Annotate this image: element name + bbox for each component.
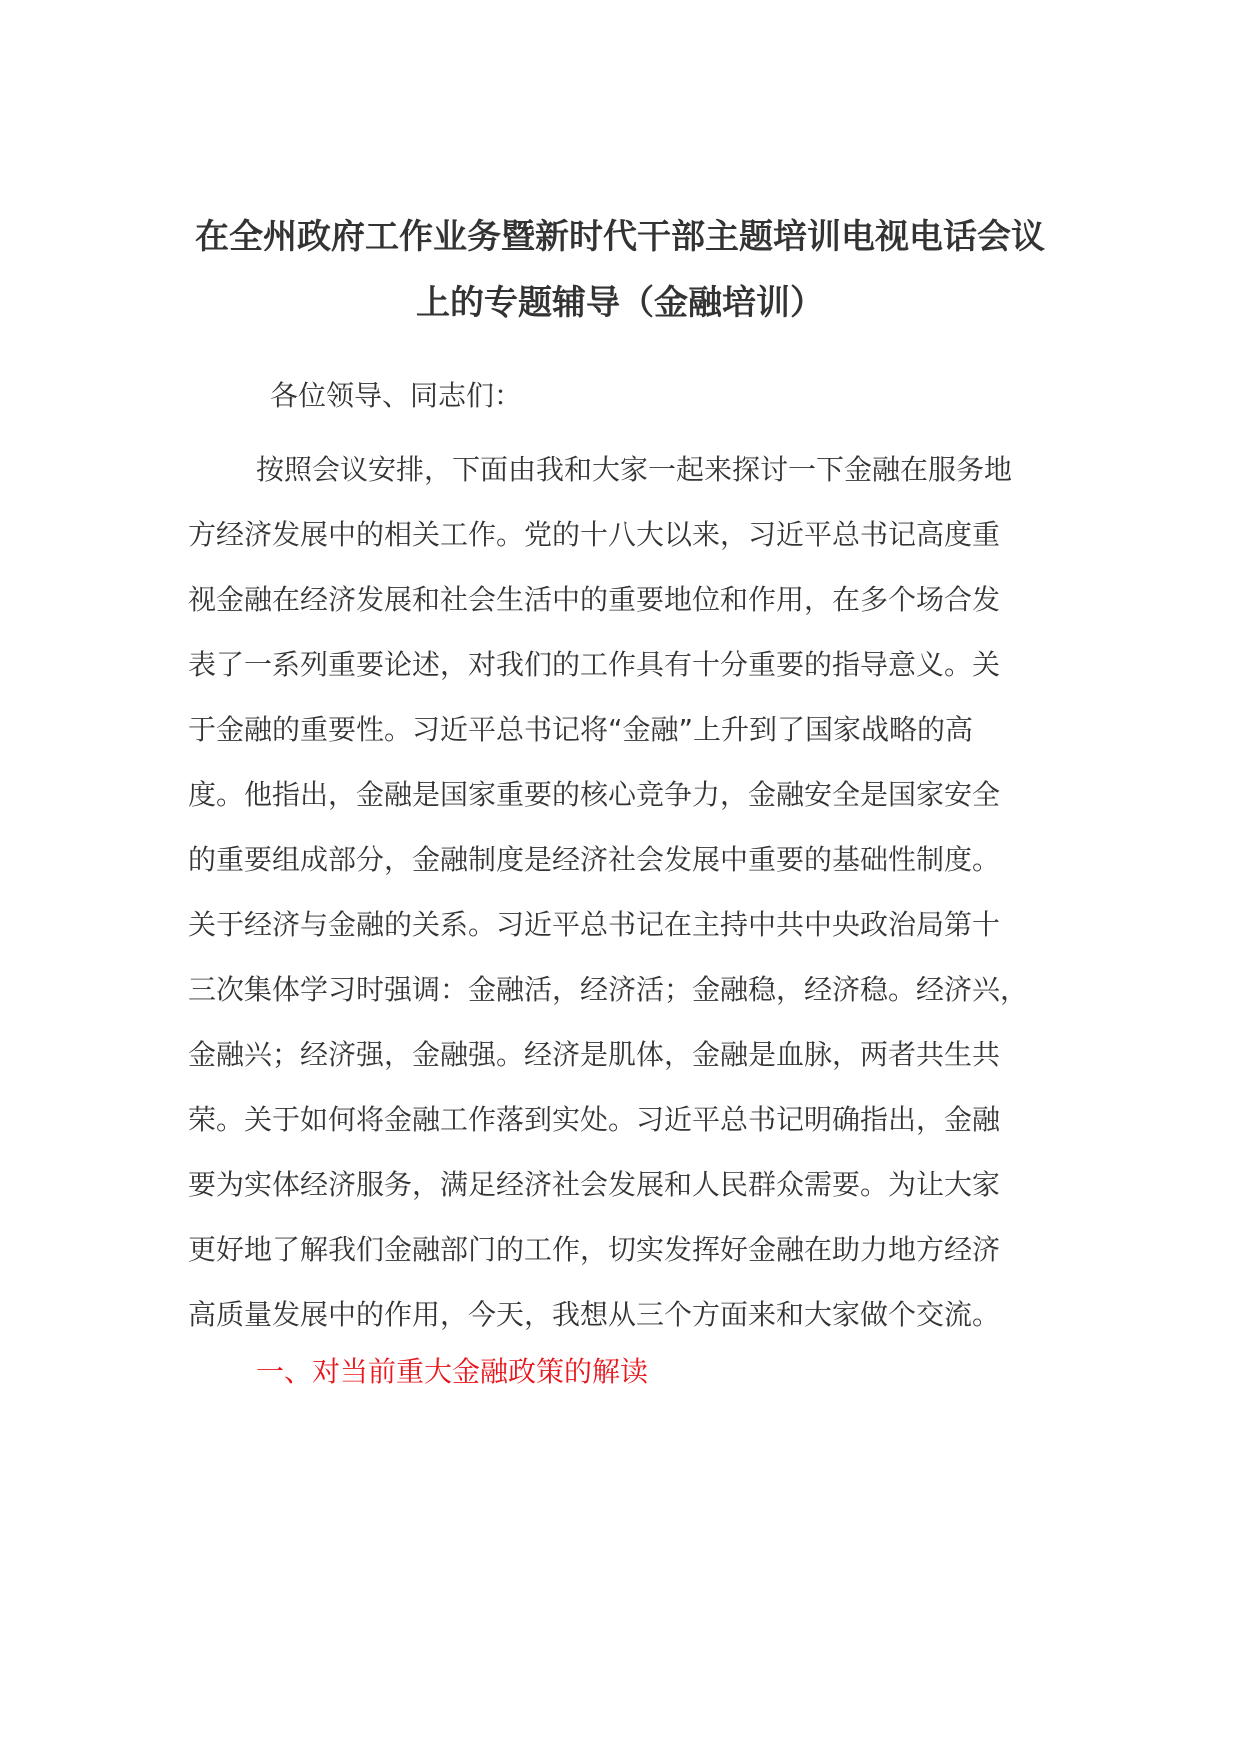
paragraph-line: 视金融在经济发展和社会生活中的重要地位和作用，在多个场合发: [188, 583, 1001, 616]
paragraph-line: 方经济发展中的相关工作。党的十八大以来，习近平总书记高度重: [188, 518, 1001, 551]
title-line-1: 在全州政府工作业务暨新时代干部主题培训电视电话会议: [195, 217, 1045, 257]
paragraph-line: 荣。关于如何将金融工作落到实处。习近平总书记明确指出，金融: [188, 1103, 1001, 1136]
paragraph-line: 按照会议安排，下面由我和大家一起来探讨一下金融在服务地: [256, 453, 1013, 486]
paragraph-line: 关于经济与金融的关系。习近平总书记在主持中共中央政治局第十: [188, 908, 1001, 941]
section-heading: 一、对当前重大金融政策的解读: [256, 1355, 649, 1388]
title-line-2: 上的专题辅导（金融培训）: [416, 283, 824, 323]
paragraph-line: 表了一系列重要论述，对我们的工作具有十分重要的指导意义。关: [188, 648, 1001, 681]
paragraph-line: 度。他指出，金融是国家重要的核心竞争力，金融安全是国家安全: [188, 778, 1001, 811]
paragraph-line: 更好地了解我们金融部门的工作，切实发挥好金融在助力地方经济: [188, 1233, 1001, 1266]
paragraph-line: 三次集体学习时强调：金融活，经济活；金融稳，经济稳。经济兴，: [188, 973, 1029, 1006]
paragraph-line: 要为实体经济服务，满足经济社会发展和人民群众需要。为让大家: [188, 1168, 1001, 1201]
paragraph-line: 于金融的重要性。习近平总书记将“金融”上升到了国家战略的高: [188, 713, 974, 746]
body-paragraph: [188, 437, 1068, 1347]
paragraph-line: 高质量发展中的作用，今天，我想从三个方面来和大家做个交流。: [188, 1298, 1001, 1331]
paragraph-line: 金融兴；经济强，金融强。经济是肌体，金融是血脉，两者共生共: [188, 1038, 1001, 1071]
salutation: 各位领导、同志们：: [270, 379, 523, 412]
paragraph-line: 的重要组成部分，金融制度是经济社会发展中重要的基础性制度。: [188, 843, 1001, 876]
document-title: [188, 204, 1052, 336]
